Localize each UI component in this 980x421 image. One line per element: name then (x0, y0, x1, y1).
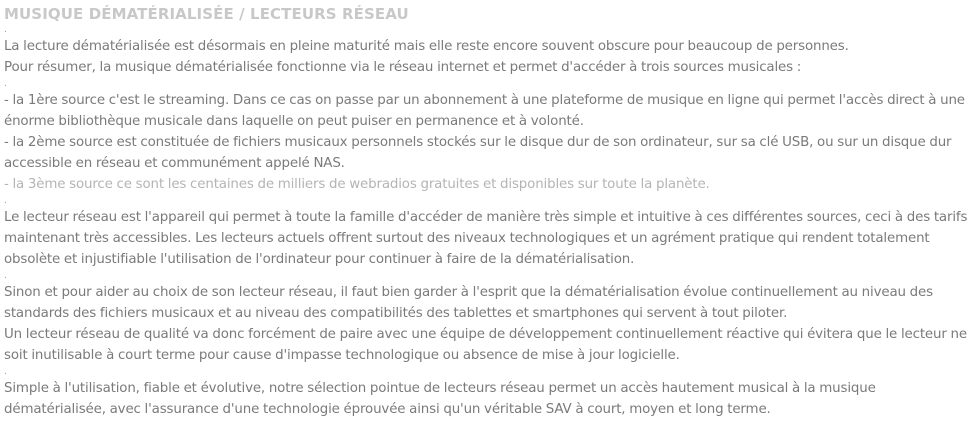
intro-paragraph: La lecture dématérialisée est désormais en pleine maturité mais elle reste encore souvent obscure pour beaucoup de personnes. (4, 39, 849, 54)
spacer-mark: . (4, 25, 7, 35)
spacer-mark: . (4, 196, 7, 206)
quality-team-paragraph: Un lecteur réseau de qualité va donc forcément de paire avec une équipe de développement continuellement réactive qui évitera que le lecteur ne soit inutilisable à court terme pour cause d'impasse technologique ou absence de mise à jour logicielle. (4, 327, 967, 363)
summary-paragraph: Pour résumer, la musique dématérialisée fonctionne via le réseau internet et permet d'accéder à trois sources musicales : (4, 60, 802, 75)
choice-advice-paragraph: Sinon et pour aider au choix de son lecteur réseau, il faut bien garder à l'esprit que la dématérialisation évolue continuellement au niveau des standards des fichiers musicaux et au niveau des compatibilités des tablettes et smartphones qui servent à tout piloter. (4, 285, 933, 321)
selection-paragraph: Simple à l'utilisation, fiable et évolutive, notre sélection pointue de lecteurs réseau permet un accès hautement musical à la musique dématérialisée, avec l'assurance d'une technologie éprouvée ainsi qu'un véritable SAV à court, moyen et long terme. (4, 381, 876, 417)
source-webradio-paragraph: - la 3ème source ce sont les centaines de milliers de webradios gratuites et disponibles sur toute la planète. (4, 177, 710, 192)
page-title: MUSIQUE DÉMATÉRIALISÉE / LECTEURS RÉSEAU (4, 5, 409, 23)
source-streaming-paragraph: - la 1ère source c'est le streaming. Dans ce cas on passe par un abonnement à une plateforme de musique en ligne qui permet l'accès direct à une énorme bibliothèque musicale dans laquelle on peut puiser en permanence et à volonté. (4, 93, 965, 129)
spacer-mark: . (4, 79, 7, 89)
source-files-paragraph: - la 2ème source est constituée de fichiers musicaux personnels stockés sur le disque dur de son ordinateur, sur sa clé USB, ou sur un disque dur accessible en réseau et communément appelé NAS. (4, 135, 952, 171)
network-player-paragraph: Le lecteur réseau est l'appareil qui permet à toute la famille d'accéder de manière très simple et intuitive à ces différentes sources, ceci à des tarifs maintenant très accessibles. Les lecteurs actuels offrent surtout des niveaux technologiques et un agrément pratique qui rendent totalement obsolète et injustifiable l'utilisation de l'ordinateur pour continuer à faire de la dématérialisation. (4, 210, 968, 267)
spacer-mark: . (4, 367, 7, 377)
spacer-mark: . (4, 271, 7, 281)
